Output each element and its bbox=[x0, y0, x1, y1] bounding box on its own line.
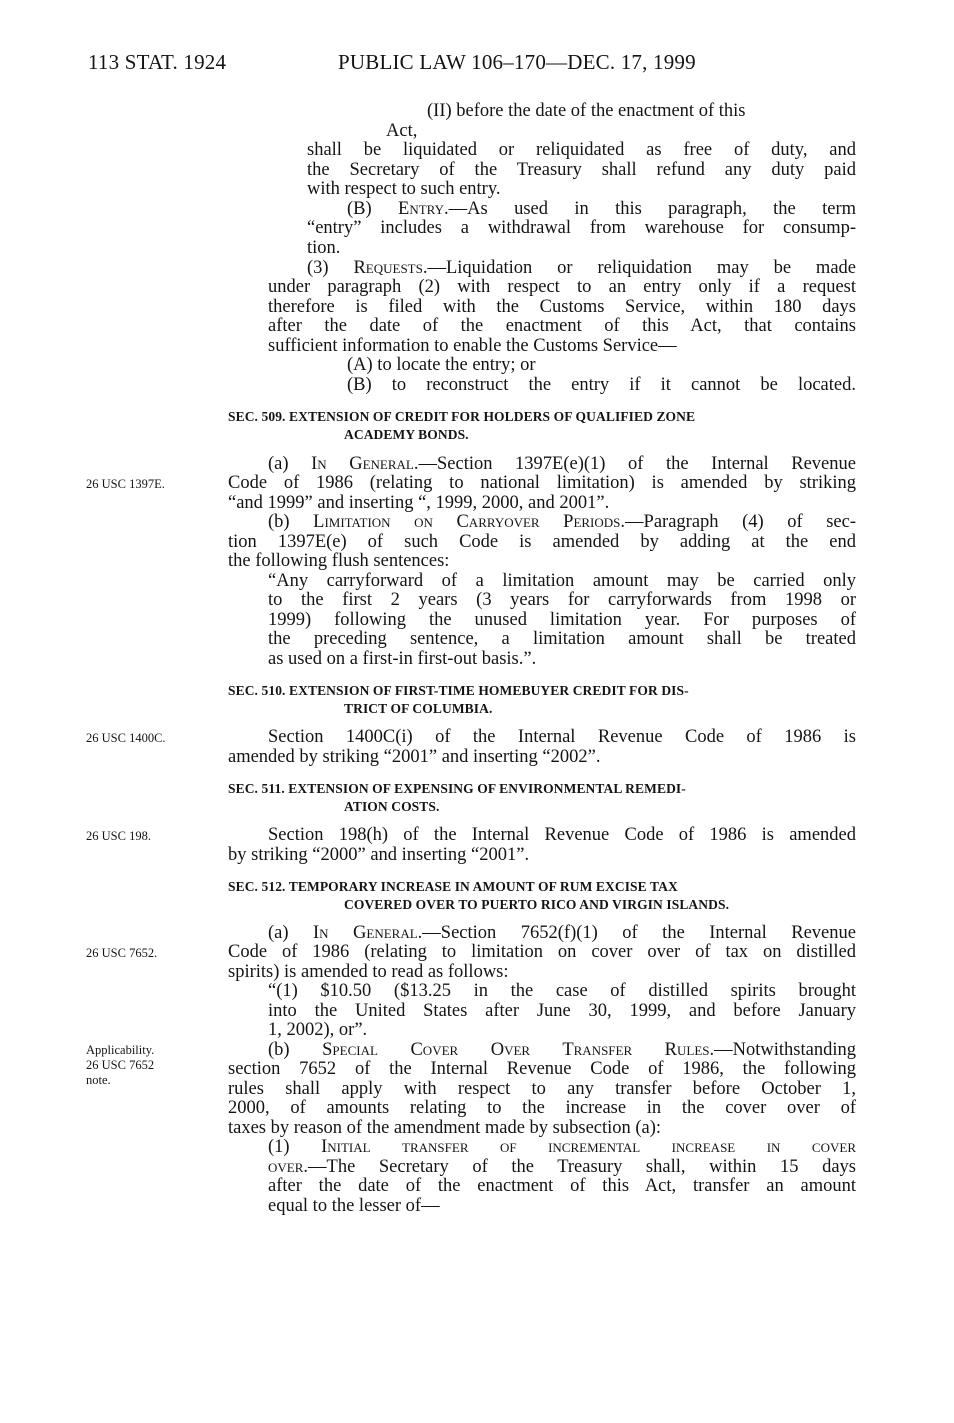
body-line: (1) Initial transfer of incremental increase in cover bbox=[268, 1137, 856, 1157]
body-line: into the United States after June 30, 1999, and before January bbox=[268, 1001, 856, 1021]
body-line: Act, bbox=[386, 121, 418, 141]
body-line: (3) Requests.—Liquidation or reliquidation may be made bbox=[307, 258, 856, 278]
paragraph-heading: Limitation on Carryover Periods. bbox=[313, 512, 626, 532]
paragraph-heading: Special Cover Over Transfer Rules. bbox=[322, 1040, 715, 1060]
body-line: “(1) $10.50 ($13.25 in the case of distilled spirits brought bbox=[268, 981, 856, 1001]
body-line: tion. bbox=[307, 238, 341, 258]
body-line: taxes by reason of the amendment made by subsection (a): bbox=[228, 1118, 662, 1138]
statute-page-number: 113 STAT. 1924 bbox=[88, 50, 227, 74]
body-line: (B) to reconstruct the entry if it cannot be located. bbox=[347, 375, 856, 395]
body-line: “and 1999” and inserting “, 1999, 2000, and 2001”. bbox=[228, 493, 610, 513]
body-line: (II) before the date of the enactment of this bbox=[427, 101, 746, 121]
body-line: Code of 1986 (relating to limitation on cover over of tax on distilled bbox=[228, 942, 856, 962]
body-line: over.—The Secretary of the Treasury shall, within 15 days bbox=[268, 1157, 856, 1177]
public-law-citation: PUBLIC LAW 106–170—DEC. 17, 1999 bbox=[338, 50, 696, 74]
body-line: Code of 1986 (relating to national limitation) is amended by striking bbox=[228, 473, 856, 493]
paragraph-heading: In General. bbox=[313, 923, 423, 943]
body-line: “Any carryforward of a limitation amount may be carried only bbox=[268, 571, 856, 591]
body-line: sufficient information to enable the Customs Service— bbox=[268, 336, 677, 356]
body-line: 2000, of amounts relating to the increase in the cover over of bbox=[228, 1098, 856, 1118]
body-line: the following flush sentences: bbox=[228, 551, 450, 571]
body-line: the Secretary of the Treasury shall refund any duty paid bbox=[307, 160, 856, 180]
section-heading-512: SEC. 512. TEMPORARY INCREASE IN AMOUNT OF RUM EXCISE TAX bbox=[228, 879, 678, 894]
body-line: (B) Entry.—As used in this paragraph, the term bbox=[347, 199, 856, 219]
paragraph-heading: over. bbox=[268, 1157, 309, 1177]
body-line: Section 1400C(i) of the Internal Revenue Code of 1986 is bbox=[268, 727, 856, 747]
body-line: by striking “2000” and inserting “2001”. bbox=[228, 845, 530, 865]
margin-note-usc-7652: 26 USC 7652. bbox=[86, 946, 158, 960]
margin-note-note: note. bbox=[86, 1073, 111, 1087]
body-line: spirits) is amended to read as follows: bbox=[228, 962, 509, 982]
body-line: section 7652 of the Internal Revenue Code of 1986, the following bbox=[228, 1059, 856, 1079]
body-line: “entry” includes a withdrawal from warehouse for consump- bbox=[307, 218, 856, 238]
section-heading-512-cont: COVERED OVER TO PUERTO RICO AND VIRGIN ISLANDS. bbox=[344, 897, 730, 912]
body-line: shall be liquidated or reliquidated as free of duty, and bbox=[307, 140, 856, 160]
section-heading-509-cont: ACADEMY BONDS. bbox=[344, 427, 469, 442]
margin-note-usc-1400c: 26 USC 1400C. bbox=[86, 731, 166, 745]
section-heading-510: SEC. 510. EXTENSION OF FIRST-TIME HOMEBUYER CREDIT FOR DIS- bbox=[228, 683, 689, 698]
body-line: rules shall apply with respect to any transfer before October 1, bbox=[228, 1079, 856, 1099]
section-heading-511-cont: ATION COSTS. bbox=[344, 799, 440, 814]
body-line: therefore is filed with the Customs Service, within 180 days bbox=[268, 297, 856, 317]
section-heading-510-cont: TRICT OF COLUMBIA. bbox=[344, 701, 493, 716]
body-line: after the date of the enactment of this Act, that contains bbox=[268, 316, 856, 336]
margin-note-usc-7652-note: 26 USC 7652 bbox=[86, 1058, 155, 1072]
body-line: to the first 2 years (3 years for carryforwards from 1998 or bbox=[268, 590, 856, 610]
body-line: (A) to locate the entry; or bbox=[347, 355, 536, 375]
body-line: the preceding sentence, a limitation amount shall be treated bbox=[268, 629, 856, 649]
body-line: (b) Special Cover Over Transfer Rules.—Notwithstanding bbox=[268, 1040, 856, 1060]
body-line: as used on a first-in first-out basis.”. bbox=[268, 649, 537, 669]
body-line: after the date of the enactment of this Act, transfer an amount bbox=[268, 1176, 856, 1196]
body-line: (b) Limitation on Carryover Periods.—Paragraph (4) of sec- bbox=[268, 512, 856, 532]
body-line: Section 198(h) of the Internal Revenue Code of 1986 is amended bbox=[268, 825, 856, 845]
paragraph-heading: Entry. bbox=[398, 199, 449, 219]
paragraph-heading: Initial transfer of incremental increase in cover bbox=[321, 1137, 856, 1157]
body-line: (a) In General.—Section 7652(f)(1) of the Internal Revenue bbox=[268, 923, 856, 943]
margin-note-usc-1397e: 26 USC 1397E. bbox=[86, 477, 165, 491]
section-heading-509: SEC. 509. EXTENSION OF CREDIT FOR HOLDERS OF QUALIFIED ZONE bbox=[228, 409, 696, 424]
section-heading-511: SEC. 511. EXTENSION OF EXPENSING OF ENVIRONMENTAL REMEDI- bbox=[228, 781, 686, 796]
body-line: 1999) following the unused limitation year. For purposes of bbox=[268, 610, 856, 630]
body-line: with respect to such entry. bbox=[307, 179, 501, 199]
margin-note-applicability: Applicability. bbox=[86, 1043, 155, 1057]
body-line: (a) In General.—Section 1397E(e)(1) of the Internal Revenue bbox=[268, 454, 856, 474]
body-line: amended by striking “2001” and inserting “2002”. bbox=[228, 747, 601, 767]
body-line: tion 1397E(e) of such Code is amended by adding at the end bbox=[228, 532, 856, 552]
body-line: equal to the lesser of— bbox=[268, 1196, 440, 1216]
body-line: 1, 2002), or”. bbox=[268, 1020, 368, 1040]
margin-note-usc-198: 26 USC 198. bbox=[86, 829, 151, 843]
paragraph-heading: Requests. bbox=[353, 258, 428, 278]
body-line: under paragraph (2) with respect to an entry only if a request bbox=[268, 277, 856, 297]
running-header bbox=[88, 50, 696, 75]
paragraph-heading: In General. bbox=[311, 454, 419, 474]
